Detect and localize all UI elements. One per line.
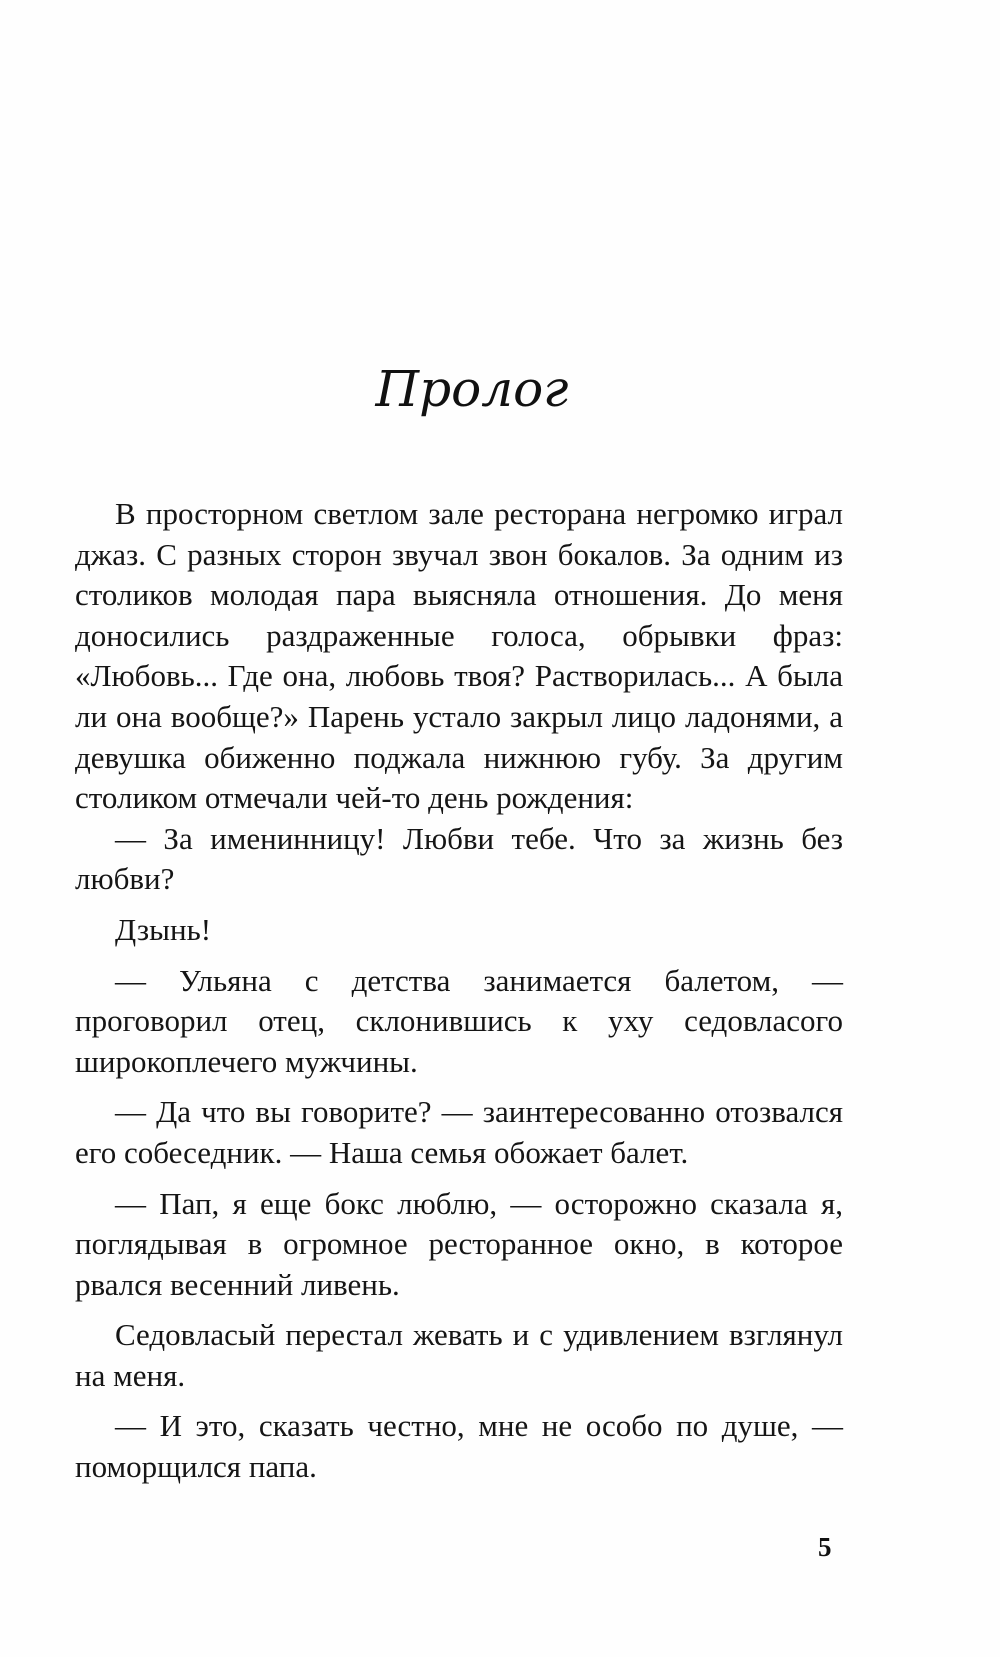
paragraph: Дзынь! xyxy=(115,911,212,947)
paragraph: — Да что вы говорите? — заинтересованно отозвался его собеседник. — Наша семья обожает балет. xyxy=(75,1094,843,1170)
chapter-title: Пролог xyxy=(375,360,569,418)
paragraph: — Пап, я еще бокс люблю, — осторожно сказала я, поглядывая в огромное ресторанное окно, в которое рвался весенний ливень. xyxy=(75,1185,843,1302)
page-number: 5 xyxy=(818,1532,832,1562)
paragraph: В просторном светлом зале ресторана негромко играл джаз. С разных сторон звучал звон бокалов. За одним из столиков молодая пара выясняла отношения. До меня доносились раздраженные голоса, обрывки фраз: «Любовь... Где она, любовь твоя? Растворилась... А была ли она вообще?» Парень устало закрыл лицо ладонями, а девушка обиженно поджала нижнюю губу. За другим столиком отмечали чей-то день рождения: xyxy=(75,496,843,816)
chapter-body xyxy=(75,494,843,1488)
paragraph: — Ульяна с детства занимается балетом, — проговорил отец, склонившись к уху седовласого широкоплечего мужчины. xyxy=(75,962,843,1079)
paragraph: — За именинницу! Любви тебе. Что за жизнь без любви? xyxy=(75,820,843,897)
paragraph: — И это, сказать честно, мне не особо по душе, — поморщился папа. xyxy=(75,1408,843,1485)
paragraph: Седовласый перестал жевать и с удивлением взглянул на меня. xyxy=(75,1317,843,1393)
